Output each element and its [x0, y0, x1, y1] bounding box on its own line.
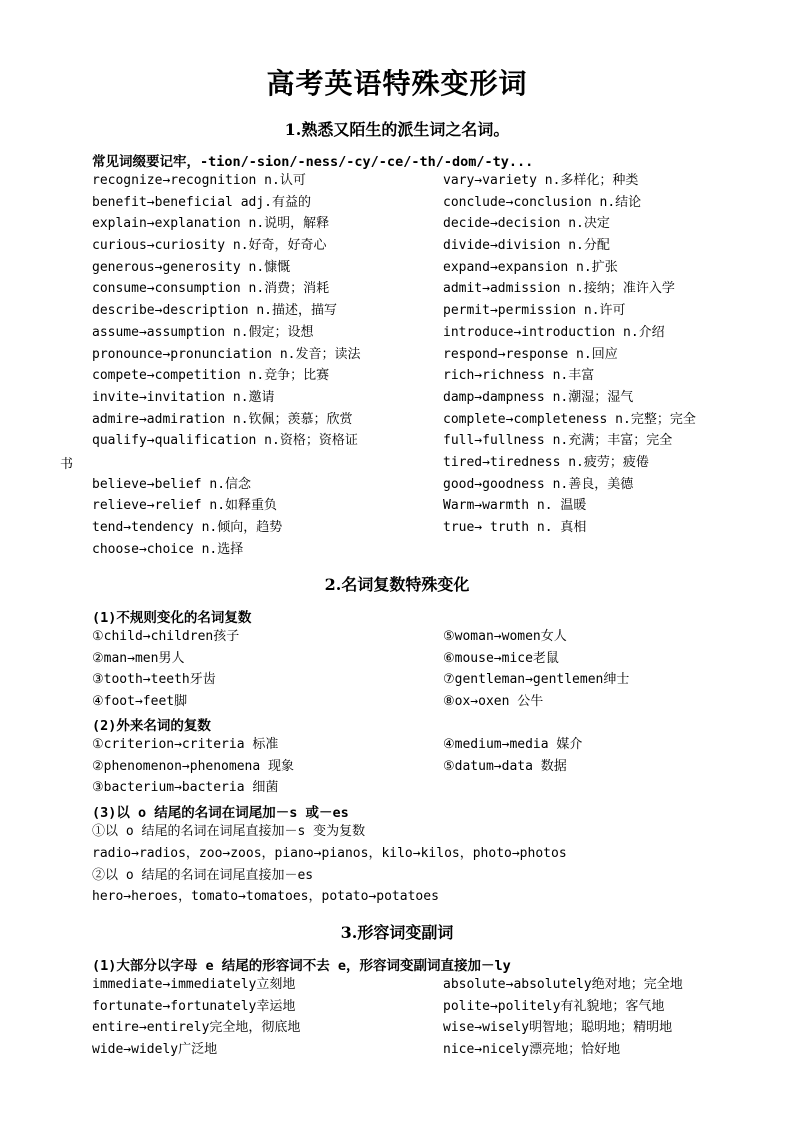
- list-item: ④foot→feet脚: [92, 694, 188, 710]
- list-item: ⑤datum→data 数据: [443, 758, 567, 774]
- list-item: explain→explanation n.说明，解释: [92, 216, 330, 232]
- section-1-left-column: [92, 170, 442, 560]
- list-item: complete→completeness n.完整；完全: [443, 411, 696, 427]
- list-item: curious→curiosity n.好奇，好奇心: [92, 238, 327, 254]
- list-item: generous→generosity n.慷慨: [92, 259, 291, 275]
- o-ending-rule-2: ②以 o 结尾的名词在词尾直接加－es: [92, 868, 314, 883]
- list-item: describe→description n.描述，描写: [92, 303, 338, 319]
- list-item: good→goodness n.善良，美德: [443, 476, 634, 492]
- list-item: permit→permission n.许可: [443, 303, 626, 319]
- list-item: choose→choice n.选择: [92, 541, 244, 557]
- list-item: pronounce→pronunciation n.发音；读法: [92, 346, 361, 362]
- wrapped-character: 书: [60, 457, 74, 472]
- list-item: vary→variety n.多样化；种类: [443, 173, 639, 188]
- list-item: ④medium→media 媒介: [443, 737, 583, 752]
- list-item: compete→competition n.竞争；比赛: [92, 368, 330, 384]
- list-item: true→ truth n. 真相: [443, 520, 587, 535]
- section-3-heading: 3.形容词变副词: [340, 923, 454, 942]
- list-item: ①child→children孩子: [92, 629, 240, 644]
- foreign-plural-right: [443, 734, 743, 777]
- list-item: rich→richness n.丰富: [443, 368, 595, 384]
- list-item: ⑧ox→oxen 公牛: [443, 694, 544, 710]
- list-item: recognize→recognition n.认可: [92, 173, 306, 188]
- list-item: admire→admiration n.钦佩；羡慕；欣赏: [92, 411, 353, 427]
- o-ending-examples-2: hero→heroes，tomato→tomatoes，potato→potatoes: [92, 889, 439, 904]
- page-title: 高考英语特殊变形词: [266, 67, 528, 100]
- list-item: nice→nicely漂亮地；恰好地: [443, 1042, 621, 1058]
- list-item: ⑥mouse→mice老鼠: [443, 650, 559, 666]
- section-1-intro: 常见词缀要记牢，-tion/-sion/-ness/-cy/-ce/-th/-dom/-ty...: [92, 154, 534, 170]
- list-item: qualify→qualification n.资格；资格证: [92, 433, 358, 449]
- list-item: ②man→men男人: [92, 650, 185, 666]
- list-item: immediate→immediately立刻地: [92, 977, 296, 992]
- list-item: damp→dampness n.潮湿；湿气: [443, 389, 634, 405]
- list-item: polite→politely有礼貌地；客气地: [443, 998, 665, 1014]
- list-item: full→fullness n.充满；丰富；完全: [443, 433, 673, 449]
- irregular-plural-left: [92, 626, 442, 713]
- o-ending-examples-1: radio→radios，zoo→zoos，piano→pianos，kilo→kilos，photo→photos: [92, 846, 567, 861]
- list-item: tired→tiredness n.疲劳；疲倦: [443, 454, 649, 470]
- list-item: wise→wisely明智地；聪明地；精明地: [443, 1020, 673, 1036]
- irregular-plural-right: [443, 626, 743, 713]
- list-item: tend→tendency n.倾向，趋势: [92, 520, 283, 536]
- foreign-plural-left: [92, 734, 442, 799]
- list-item: ⑤woman→women女人: [443, 629, 567, 644]
- list-item: respond→response n.回应: [443, 346, 618, 362]
- list-item: divide→division n.分配: [443, 238, 610, 254]
- list-item: absolute→absolutely绝对地；完全地: [443, 977, 683, 992]
- adverb-left: [92, 974, 442, 1061]
- list-item: invite→invitation n.邀请: [92, 389, 275, 405]
- section-1-heading: 1.熟悉又陌生的派生词之名词。: [284, 120, 510, 139]
- irregular-plural-subheading: (1)不规则变化的名词复数: [92, 610, 252, 626]
- list-item: ③tooth→teeth牙齿: [92, 672, 216, 688]
- o-ending-rule-1: ①以 o 结尾的名词在词尾直接加－s 变为复数: [92, 824, 366, 839]
- list-item: believe→belief n.信念: [92, 476, 252, 492]
- list-item: consume→consumption n.消费；消耗: [92, 281, 330, 297]
- list-item: introduce→introduction n.介绍: [443, 324, 665, 340]
- list-item: benefit→beneficial adj.有益的: [92, 194, 312, 210]
- list-item: wide→widely广泛地: [92, 1042, 218, 1058]
- list-item: conclude→conclusion n.结论: [443, 194, 642, 210]
- list-item: Warm→warmth n. 温暖: [443, 498, 587, 514]
- adverb-right: [443, 974, 743, 1061]
- foreign-plural-subheading: (2)外来名词的复数: [92, 718, 211, 734]
- list-item: ③bacterium→bacteria 细菌: [92, 780, 279, 796]
- section-2-heading: 2.名词复数特殊变化: [324, 575, 470, 594]
- o-ending-subheading: (3)以 o 结尾的名词在词尾加－s 或－es: [92, 805, 349, 821]
- list-item: decide→decision n.决定: [443, 216, 610, 232]
- section-1-right-column: [443, 170, 743, 539]
- list-item: assume→assumption n.假定；设想: [92, 324, 314, 340]
- list-item: expand→expansion n.扩张: [443, 259, 618, 275]
- list-item: relieve→relief n.如释重负: [92, 498, 278, 514]
- list-item: entire→entirely完全地，彻底地: [92, 1020, 301, 1036]
- list-item: fortunate→fortunately幸运地: [92, 998, 296, 1014]
- list-item: ⑦gentleman→gentlemen绅士: [443, 672, 630, 688]
- list-item: admit→admission n.接纳；准许入学: [443, 281, 675, 297]
- list-item: ②phenomenon→phenomena 现象: [92, 758, 295, 774]
- list-item: ①criterion→criteria 标准: [92, 737, 279, 752]
- adverb-subheading: (1)大部分以字母 e 结尾的形容词不去 e，形容词变副词直接加－ly: [92, 958, 511, 974]
